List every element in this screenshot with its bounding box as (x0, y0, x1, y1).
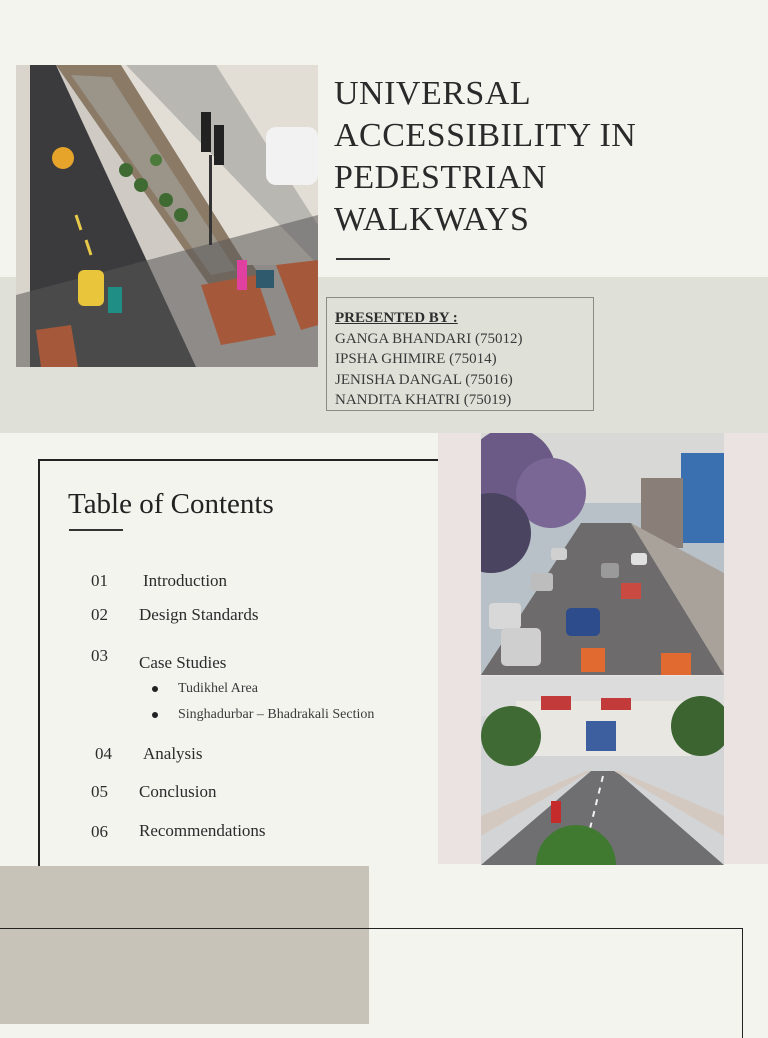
presentation-title (334, 73, 754, 241)
street-photo (16, 65, 318, 367)
traffic-photo (481, 433, 724, 675)
toc-title: Table of Contents (68, 488, 274, 520)
palace-road-photo (481, 676, 724, 865)
toc-item-recommendations[interactable]: Recommendations (139, 821, 266, 840)
toc-subitem-tudikhel[interactable]: Tudikhel Area (178, 681, 258, 696)
presenter-name: IPSHA GHIMIRE (75014) (335, 351, 497, 367)
toc-item-conclusion[interactable]: Conclusion (139, 782, 217, 801)
presenter-name: JENISHA DANGAL (75016) (335, 371, 513, 388)
title-line: WALKWAYS (334, 201, 530, 238)
toc-number: 01 (91, 571, 108, 590)
presenter-name: GANGA BHANDARI (75012) (335, 330, 523, 347)
toc-number: 04 (95, 744, 112, 763)
toc-item-introduction[interactable]: Introduction (143, 571, 228, 590)
title-divider (336, 258, 390, 260)
bullet-icon (152, 712, 158, 718)
toc-number: 03 (91, 646, 108, 665)
presenters-heading: PRESENTED BY : (335, 310, 458, 326)
toc-item-case-studies[interactable]: Case Studies (139, 653, 227, 672)
toc-item-analysis[interactable]: Analysis (143, 744, 203, 763)
toc-number: 02 (91, 605, 108, 624)
toc-divider (69, 529, 123, 531)
toc-number: 05 (91, 782, 108, 801)
title-line: ACCESSIBILITY IN (334, 117, 637, 154)
bullet-icon (152, 686, 158, 692)
presenter-name: NANDITA KHATRI (75019) (335, 392, 512, 408)
toc-frame (38, 459, 438, 879)
title-line: UNIVERSAL (334, 75, 532, 112)
decorative-frame (0, 928, 743, 1038)
presenters-box (326, 297, 594, 411)
title-line: PEDESTRIAN (334, 159, 547, 196)
toc-subitem-singhadurbar[interactable]: Singhadurbar – Bhadrakali Section (178, 707, 375, 722)
toc-item-design-standards[interactable]: Design Standards (139, 605, 259, 624)
toc-number: 06 (91, 822, 108, 841)
